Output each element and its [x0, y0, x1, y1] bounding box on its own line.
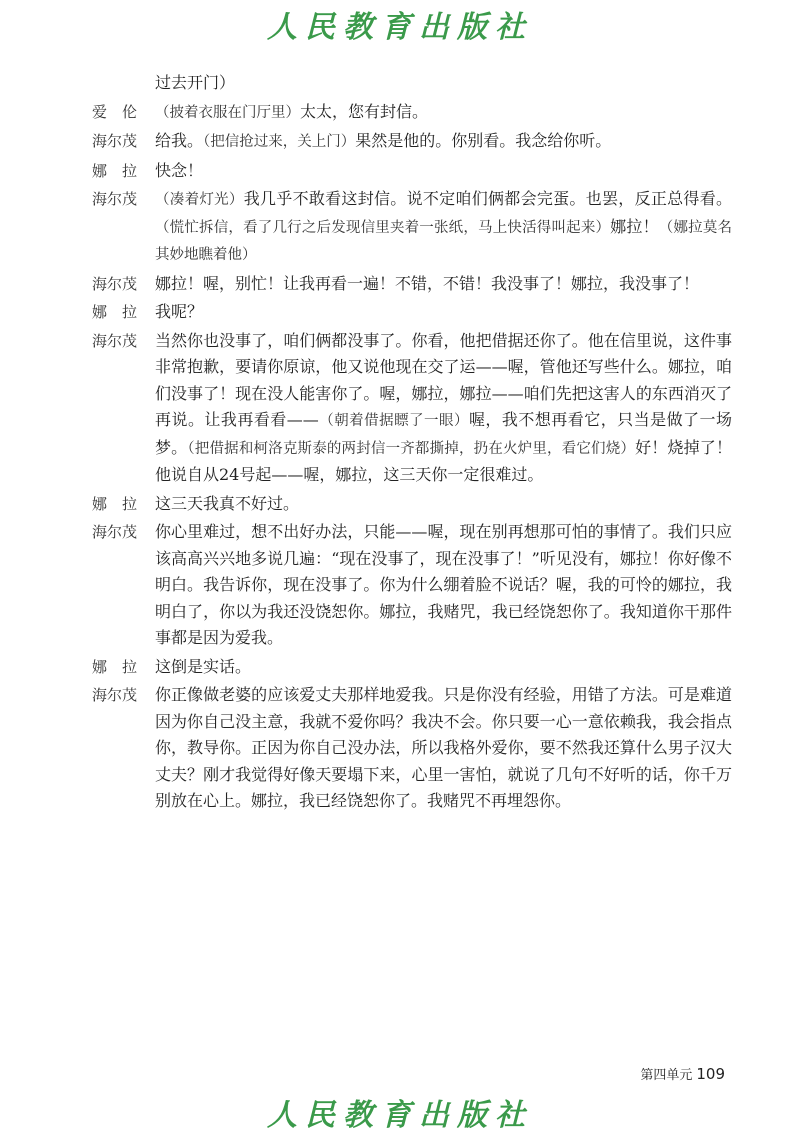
spoken-text: 喔，我不想再看它，只当是做了一场梦。	[155, 410, 732, 457]
speaker-name: 娜 拉	[92, 303, 138, 321]
stage-direction: （把借据和柯洛克斯泰的两封信一齐都撕掉，扔在火炉里，看它们烧）	[187, 440, 636, 457]
spoken-text: 你正像做老婆的应该爱丈夫那样地爱我。只是你没有经验，用错了方法。可是难道因为你自己没主意，我就不爱你吗？我决不会。你只要一心一意依赖我，我会指点你，教导你。正因为你自己没办法，所以我格外爱你，要不然我还算什么男子汉大丈夫？刚才我觉得好像天要塌下来，心里一害怕，就说了几句不好听的话，你千万别放在心上。娜拉，我已经饶恕你了。我赌咒不再埋怨你。	[155, 685, 732, 810]
dialogue-line	[92, 491, 732, 518]
dialogue-line	[92, 158, 732, 185]
stage-direction: （慌忙拆信，看了几行之后发现信里夹着一张纸，马上快活得叫起来）	[155, 219, 611, 236]
dialogue-body	[92, 70, 732, 817]
dialogue-line	[92, 682, 732, 815]
dialogue-line	[92, 299, 732, 326]
unit-label: 第四单元	[640, 1068, 693, 1083]
dialogue-line	[92, 99, 732, 127]
speaker-name: 海尔茂	[92, 523, 138, 541]
speaker-name: 海尔茂	[92, 686, 138, 704]
stage-direction: （把信抢过来，关上门）	[203, 134, 356, 150]
speaker-name: 娜 拉	[92, 161, 138, 180]
speech-text	[155, 158, 732, 185]
stage-direction: （披着衣服在门厅里）	[155, 104, 300, 121]
dialogue-line	[92, 128, 732, 156]
spoken-text: 当然你也没事了，咱们俩都没事了。你看，他把借据还你了。他在信里说，这件事非常抱歉，要请你原谅，他又说他现在交了运——喔，管他还写些什么。娜拉，咱们没事了！现在没人能害你了。喔，娜拉，娜拉——咱们先把这害人的东西消灭了再说。让我再看看——	[155, 330, 732, 429]
spoken-text: 这三天我真不好过。	[155, 493, 300, 513]
speaker-name: 海尔茂	[92, 132, 138, 150]
speaker-name: 爱 伦	[92, 102, 138, 121]
speech-text	[155, 682, 732, 815]
spoken-text: 好！烧掉了！他说自从24号起——喔，娜拉，这三天你一定很难过。	[155, 437, 732, 484]
speaker-name: 娜 拉	[92, 494, 138, 513]
spoken-text: 给我。	[155, 131, 204, 150]
speaker-name: 海尔茂	[92, 274, 138, 293]
stage-direction: （凑着灯光）	[155, 192, 244, 208]
spoken-text: 你心里难过，想不出好办法，只能——喔，现在别再想那可怕的事情了。我们只应该高高兴兴地多说几遍：“现在没事了，现在没事了！”听见没有，娜拉！你好像不明白。我告诉你，现在没事了。你为什么绷着脸不说话？喔，我的可怜的娜拉，我明白了，你以为我还没饶恕你。娜拉，我赌咒，我已经饶恕你了。我知道你干那件事都是因为爱我。	[155, 522, 732, 647]
speaker-name: 海尔茂	[92, 190, 138, 208]
spoken-text: 太太，您有封信。	[300, 101, 429, 121]
speech-text	[155, 99, 732, 127]
speech-text	[155, 654, 732, 681]
speech-text	[155, 491, 732, 518]
spoken-text: 这倒是实话。	[155, 656, 252, 676]
publisher-logo-top: 人民教育出版社	[267, 10, 533, 45]
page-number: 109	[696, 1065, 725, 1083]
speaker-name: 娜 拉	[92, 657, 138, 676]
speech-text	[155, 271, 732, 298]
spoken-text: 娜拉！	[610, 216, 659, 236]
dialogue-line	[92, 519, 732, 652]
stage-direction: （娜拉莫名其妙地瞧着他）	[155, 219, 733, 263]
speech-text	[155, 328, 732, 489]
speech-text	[155, 128, 732, 156]
spoken-text: 娜拉！喔，别忙！让我再看一遍！不错，不错！我没事了！娜拉，我没事了！	[155, 273, 700, 293]
speech-text	[155, 186, 732, 269]
page-footer	[640, 1064, 725, 1083]
spoken-text: 我呢？	[155, 302, 204, 321]
stage-direction: （朝着借据瞟了一眼）	[318, 413, 469, 429]
speech-text	[155, 299, 732, 326]
stage-direction-continuation: 过去开门）	[155, 73, 236, 92]
spoken-text: 快念！	[155, 160, 204, 180]
speech-text	[155, 519, 732, 652]
dialogue-line	[92, 186, 732, 269]
dialogue-line	[92, 328, 732, 489]
dialogue-line	[92, 654, 732, 681]
speaker-name: 海尔茂	[92, 331, 138, 350]
spoken-text: 我几乎不敢看这封信。说不定咱们俩都会完蛋。也罢，反正总得看。	[243, 189, 732, 208]
dialogue-line	[92, 271, 732, 298]
spoken-text: 果然是他的。你别看。我念给你听。	[355, 131, 612, 150]
publisher-logo-bottom: 人民教育出版社	[267, 1098, 533, 1133]
